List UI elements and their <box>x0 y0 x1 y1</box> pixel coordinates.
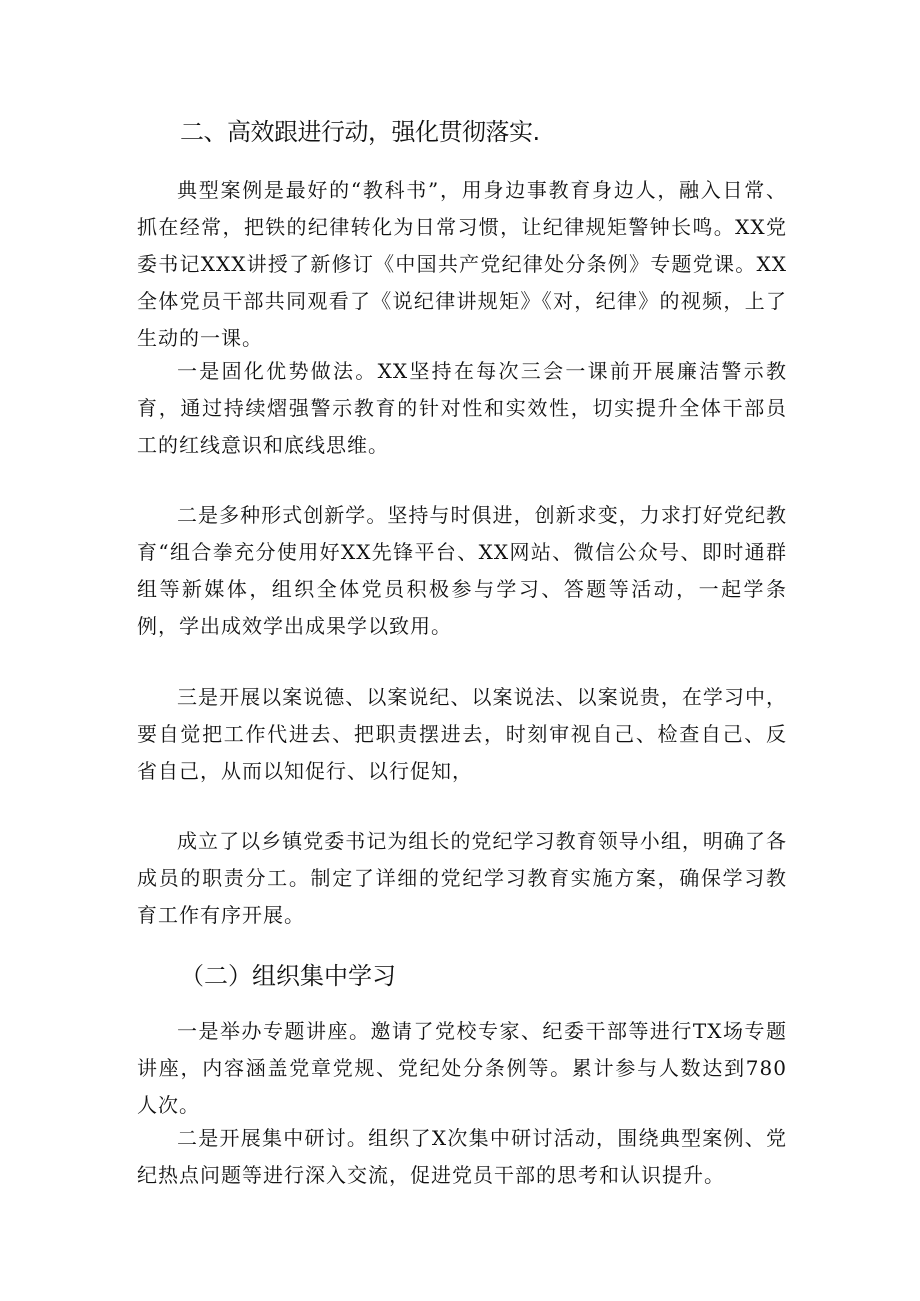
paragraph-seminars: 二是开展集中研讨。组织了X次集中研讨活动，围绕典型案例、党纪热点问题等进行深入交流，促进党员干部的思考和认识提升。 <box>137 1126 787 1187</box>
paragraph-innovative-learning: 二是多种形式创新学。坚持与时俱进，创新求变，力求打好党纪教育“组合拳充分使用好XX先锋平台、XX网站、微信公众号、即时通群组等新媒体，组织全体党员积极参与学习、答题等活动，一起学条例，学出成效学出成果学以致用。 <box>137 503 787 638</box>
section-heading: 二、高效跟进行动，强化贯彻落实. <box>180 118 540 146</box>
paragraph-solidify-practices: 一是固化优势做法。XX坚持在每次三会一课前开展廉洁警示教育，通过持续熠强警示教育的针对性和实效性，切实提升全体干部员工的红线意识和底线思维。 <box>137 359 787 457</box>
paragraph-leading-group: 成立了以乡镇党委书记为组长的党纪学习教育领导小组，明确了各成员的职责分工。制定了详细的党纪学习教育实施方案，确保学习教育工作有序开展。 <box>137 829 787 927</box>
paragraph-case-lessons: 三是开展以案说德、以案说纪、以案说法、以案说贵，在学习中，要自觉把工作代进去、把职责摆进去，时刻审视自己、检查自己、反省自己，从而以知促行、以行促知， <box>137 685 787 783</box>
paragraph-lectures: 一是举办专题讲座。邀请了党校专家、纪委干部等进行TX场专题讲座，内容涵盖党章党规、党纪处分条例等。累计参与人数达到780人次。 <box>137 1019 787 1117</box>
subsection-heading: （二）组织集中学习 <box>180 962 396 990</box>
paragraph-typical-cases: 典型案例是最好的“教科书”，用身边事教育身边人，融入日常、抓在经常，把铁的纪律转化为日常习惯，让纪律规矩警钟长鸣。XX党委书记XXX讲授了新修订《中国共产党纪律处分条例》专题党课。XX全体党员干部共同观看了《说纪律讲规矩》《对，纪律》的视频，上了生动的一课。 <box>137 178 787 350</box>
